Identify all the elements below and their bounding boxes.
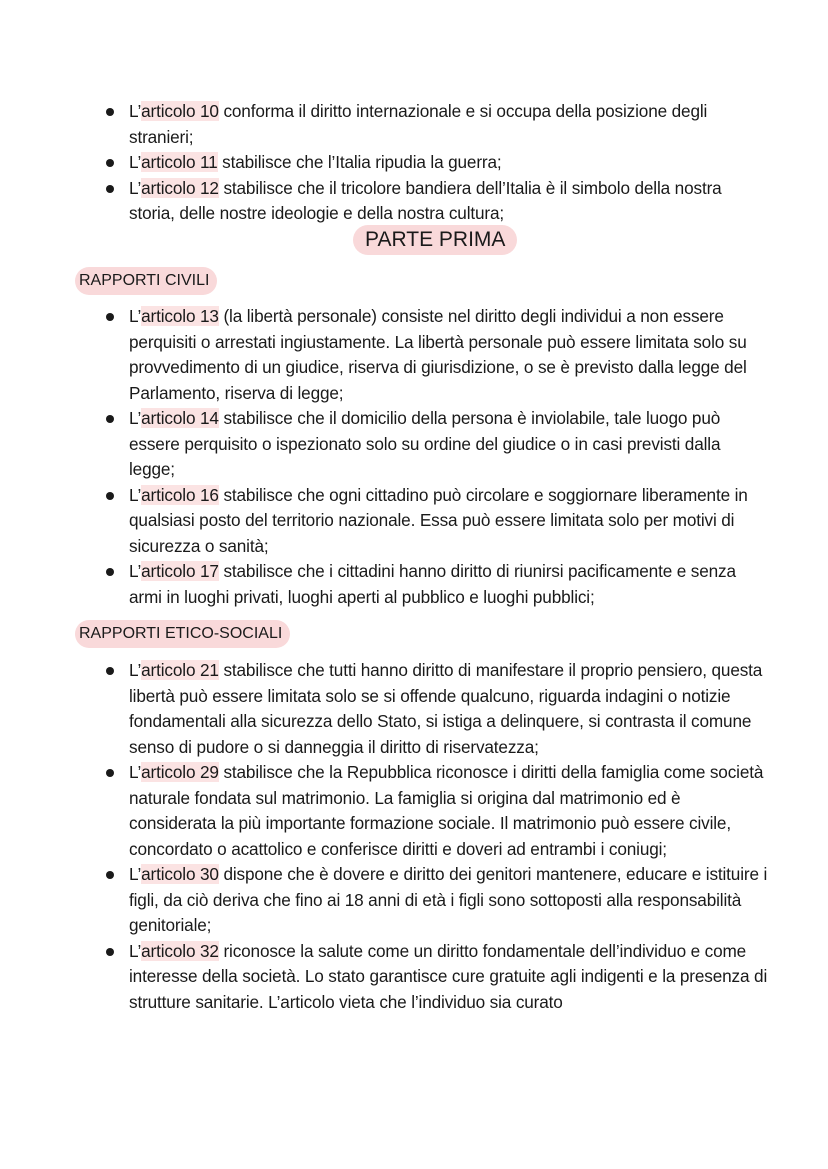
intro-article-list (0, 99, 828, 227)
bullet-icon (106, 185, 114, 193)
article-highlight: articolo 12 (141, 177, 219, 198)
article-highlight: articolo 30 (141, 864, 219, 884)
etico-article-list (0, 658, 828, 1015)
article-highlight: articolo 21 (141, 660, 219, 680)
list-item: L’articolo 29 stabilisce che la Repubblica riconosce i diritti della famiglia come società naturale fondata sul matrimonio. La famiglia si origina dal matrimonio ed è considerata la più importante formazione sociale. Il matrimonio può essere civile, concordato o acattolico e conferisce diritti e doveri ad entrambi i coniugi; (0, 760, 828, 862)
list-item: L’articolo 10 conforma il diritto internazionale e si occupa della posizione degli stranieri; (0, 99, 828, 150)
article-highlight: articolo 10 (141, 101, 219, 121)
bullet-icon (106, 871, 114, 879)
bullet-icon (106, 313, 114, 321)
article-highlight: articolo 16 (141, 484, 219, 505)
list-item: L’articolo 11 stabilisce che l’Italia ripudia la guerra; (0, 150, 828, 176)
list-item: L’articolo 14 stabilisce che il domicilio della persona è inviolabile, tale luogo può essere perquisito o ispezionato solo su ordine del giudice o in casi previsti dalla legge; (0, 406, 828, 483)
civili-article-list (0, 304, 828, 610)
part-title: PARTE PRIMA (353, 225, 517, 255)
article-highlight: articolo 17 (141, 561, 219, 581)
bullet-icon (106, 415, 114, 423)
article-highlight: articolo 14 (141, 408, 219, 428)
bullet-icon (106, 948, 114, 956)
list-item: L’articolo 32 riconosce la salute come un diritto fondamentale dell’individuo e come interesse della società. Lo stato garantisce cure gratuite agli indigenti e la presenza di strutture sanitarie. L’articolo vieta che l’individuo sia curato (0, 939, 828, 1016)
section-heading-etico-sociali: RAPPORTI ETICO-SOCIALI (75, 620, 290, 648)
bullet-icon (106, 159, 114, 167)
article-highlight: articolo 32 (141, 940, 219, 961)
bullet-icon (106, 492, 114, 500)
article-highlight: articolo 11 (141, 152, 218, 172)
list-item: L’articolo 16 stabilisce che ogni cittadino può circolare e soggiornare liberamente in qualsiasi posto del territorio nazionale. Essa può essere limitata solo per motivi di sicurezza o sanità; (0, 483, 828, 560)
list-item: L’articolo 30 dispone che è dovere e diritto dei genitori mantenere, educare e istituire i figli, da ciò deriva che fino ai 18 anni di età i figli sono sottoposti alla responsabilità genitoriale; (0, 862, 828, 939)
list-item: L’articolo 17 stabilisce che i cittadini hanno diritto di riunirsi pacificamente e senza armi in luoghi privati, luoghi aperti al pubblico e luoghi pubblici; (0, 559, 828, 610)
bullet-icon (106, 568, 114, 576)
list-item: L’articolo 21 stabilisce che tutti hanno diritto di manifestare il proprio pensiero, questa libertà può essere limitata solo se si offende qualcuno, riguarda indagini o notizie fondamentali alla sicurezza dello Stato, si istiga a delinquere, si contrasta il comune senso di pudore o si danneggia il diritto di riservatezza; (0, 658, 828, 760)
article-highlight: articolo 29 (141, 762, 219, 782)
list-item: L’articolo 13 (la libertà personale) consiste nel diritto degli individui a non essere perquisiti o arrestati ingiustamente. La libertà personale può essere limitata solo su provvedimento di un giudice, riserva di giurisdizione, o se è previsto dalla legge del Parlamento, riserva di legge; (0, 304, 828, 406)
bullet-icon (106, 667, 114, 675)
section-heading-civili: RAPPORTI CIVILI (75, 267, 217, 295)
bullet-icon (106, 108, 114, 116)
article-highlight: articolo 13 (141, 306, 219, 326)
bullet-icon (106, 769, 114, 777)
list-item: L’articolo 12 stabilisce che il tricolore bandiera dell’Italia è il simbolo della nostra storia, delle nostre ideologie e della nostra cultura; (0, 176, 828, 227)
